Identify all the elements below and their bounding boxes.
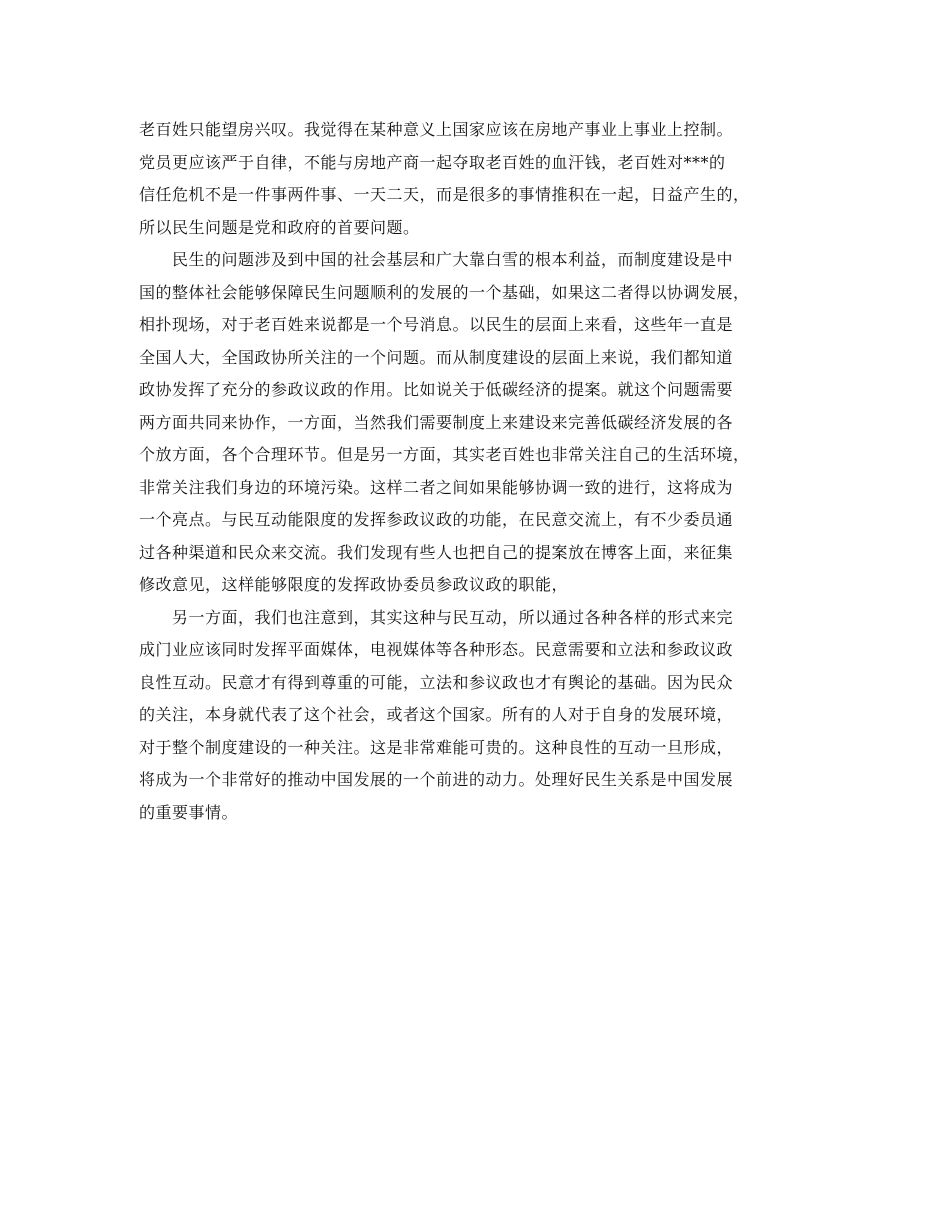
- text-line: 一个亮点。与民互动能限度的发挥参政议政的功能，在民意交流上，有不少委员通: [139, 510, 734, 529]
- text-line: 成门业应该同时发挥平面媒体，电视媒体等各种形态。民意需要和立法和参政议政: [139, 640, 734, 659]
- text-line: 对于整个制度建设的一种关注。这是非常难能可贵的。这种良性的互动一旦形成，: [139, 737, 734, 757]
- text-line: 老百姓只能望房兴叹。我觉得在某种意义上国家应该在房地产事业上事业上控制。: [139, 120, 734, 139]
- text-line: 信任危机不是一件事两件事、一天二天，而是很多的事情推积在一起，日益产生的，: [139, 185, 750, 204]
- text-line: 将成为一个非常好的推动中国发展的一个前进的动力。处理好民生关系是中国发展: [139, 770, 734, 789]
- text-line: 修改意见，这样能够限度的发挥政协委员参政议政的职能，: [139, 575, 569, 594]
- text-line: 国的整体社会能够保障民生问题顺利的发展的一个基础，如果这二者得以协调发展，: [139, 282, 750, 302]
- text-line: 过各种渠道和民众来交流。我们发现有些人也把自己的提案放在博客上面，来征集: [139, 542, 734, 562]
- text-line: 党员更应该严于自律，不能与房地产商一起夺取老百姓的血汗钱，老百姓对***的: [139, 152, 726, 172]
- text-line: 的关注，本身就代表了这个社会，或者这个国家。所有的人对于自身的发展环境，: [139, 705, 734, 724]
- text-line: 两方面共同来协作，一方面，当然我们需要制度上来建设来完善低碳经济发展的各: [139, 412, 734, 432]
- paragraph-start-line: 另一方面，我们也注意到，其实这种与民互动，所以通过各种各样的形式来完: [172, 607, 734, 627]
- paragraph-start-line: 民生的问题涉及到中国的社会基层和广大靠白雪的根本利益，而制度建设是中: [172, 250, 734, 269]
- text-line: 全国人大，全国政协所关注的一个问题。而从制度建设的层面上来说，我们都知道: [139, 347, 734, 367]
- text-line: 所以民生问题是党和政府的首要问题。: [139, 217, 420, 237]
- text-line: 非常关注我们身边的环境污染。这样二者之间如果能够协调一致的进行，这将成为: [139, 477, 734, 497]
- text-line: 相扑现场，对于老百姓来说都是一个号消息。以民生的层面上来看，这些年一直是: [139, 315, 734, 334]
- text-line: 政协发挥了充分的参政议政的作用。比如说关于低碳经济的提案。就这个问题需要: [139, 380, 734, 399]
- text-line: 的重要事情。: [139, 802, 239, 822]
- document-body: [139, 114, 811, 829]
- text-line: 良性互动。民意才有得到尊重的可能，立法和参议政也才有舆论的基础。因为民众: [139, 672, 734, 692]
- text-line: 个放方面，各个合理环节。但是另一方面，其实老百姓也非常关注自己的生活环境，: [139, 445, 750, 464]
